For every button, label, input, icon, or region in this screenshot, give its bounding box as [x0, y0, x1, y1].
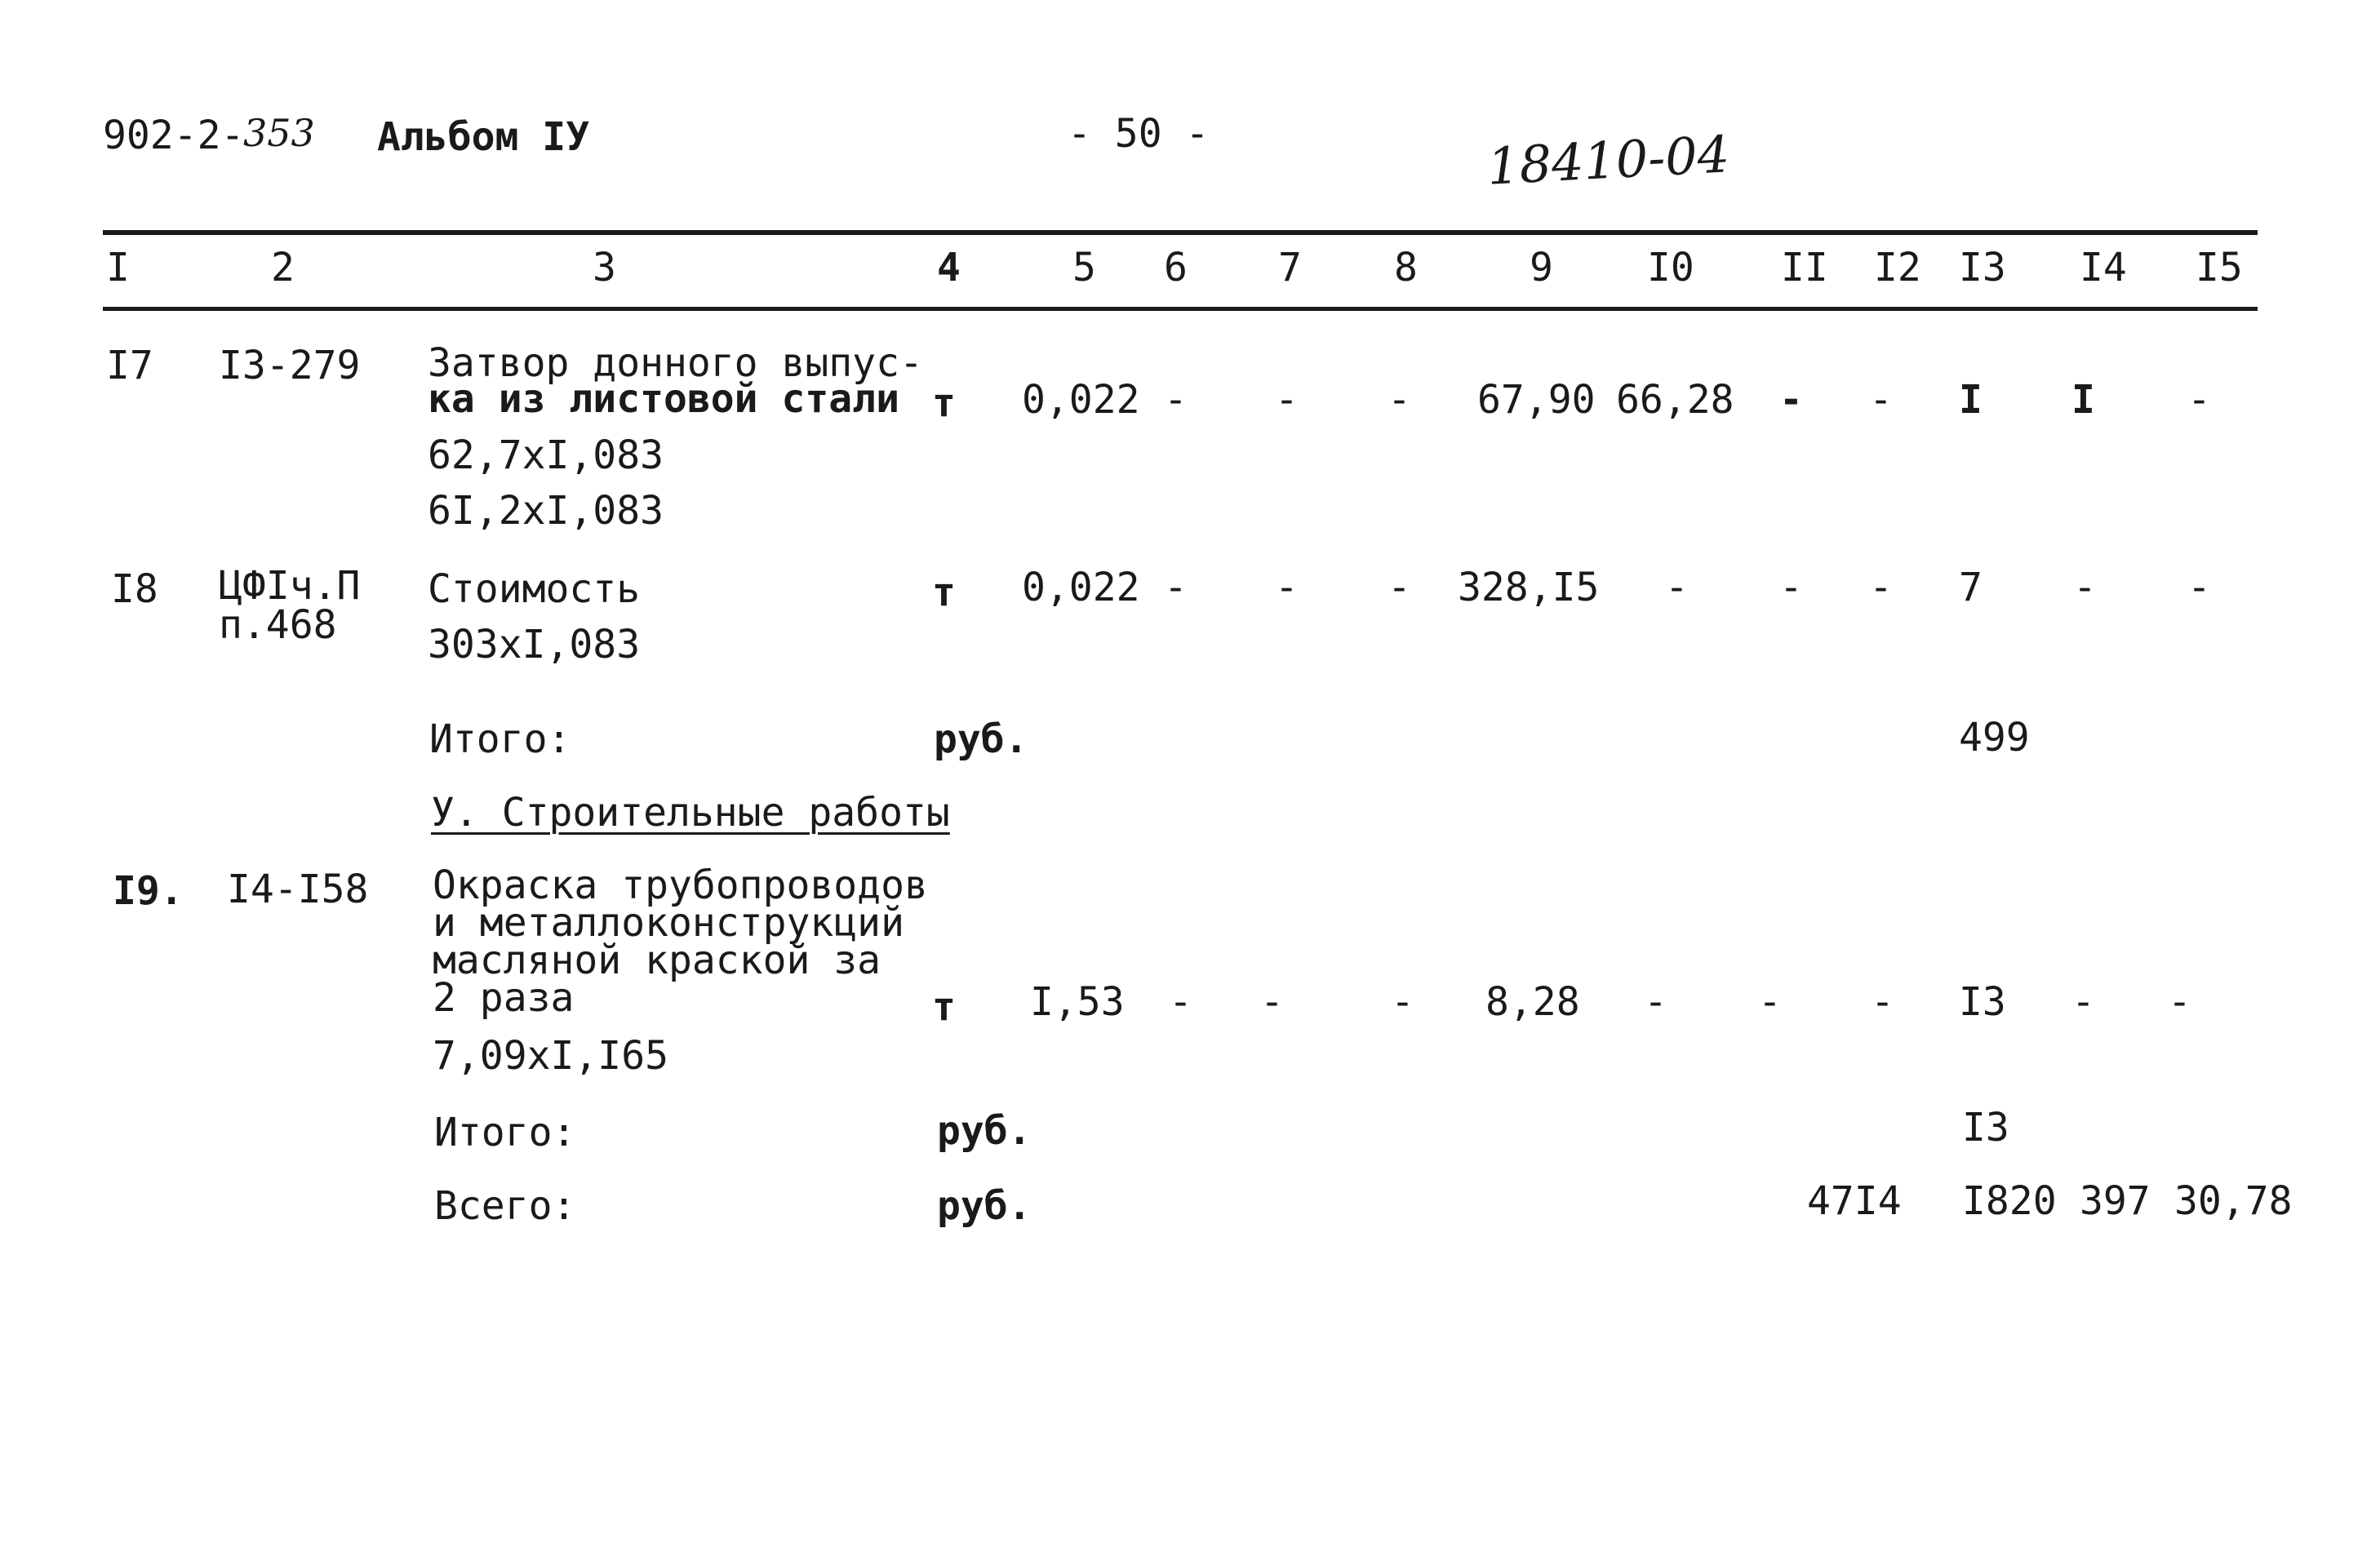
col-header-4: 4 [937, 245, 961, 290]
col-header-2: 2 [271, 245, 295, 290]
row-19-col14: - [2071, 979, 2095, 1025]
col-header-11: II [1781, 245, 1828, 290]
row-18-col7: - [1275, 565, 1299, 610]
table-top-rule [103, 230, 2258, 235]
page-number: - 50 - [1068, 111, 1210, 157]
subtotal-2-col13: I3 [1962, 1105, 2009, 1151]
row-18-col9: 328,I5 [1458, 565, 1600, 610]
grand-total-label: Всего: [434, 1183, 576, 1229]
row-18-col14: - [2073, 565, 2097, 610]
doc-prefix: 902-2- [103, 113, 245, 158]
row-18-unit: т [932, 570, 956, 615]
row-19-col6: - [1169, 979, 1192, 1025]
album-label: Альбом IУ [377, 114, 590, 160]
row-19-col13: I3 [1959, 979, 2006, 1025]
row-18-desc-line-1: Стоимость [428, 566, 641, 612]
row-18-col11: - [1779, 565, 1803, 610]
col-header-5: 5 [1072, 245, 1096, 290]
row-17-unit: т [932, 380, 956, 426]
row-17-calc-1: 62,7xI,083 [428, 432, 664, 478]
row-19-col7: - [1260, 979, 1284, 1025]
handwritten-code: 18410-04 [1485, 124, 1731, 197]
col-header-14: I4 [2080, 245, 2127, 290]
row-18-number: I8 [111, 566, 158, 612]
section-heading: У. Строительные работы [431, 790, 950, 836]
row-17-col7: - [1275, 377, 1299, 423]
col-header-8: 8 [1394, 245, 1418, 290]
row-17-col13: I [1959, 377, 1983, 423]
col-header-7: 7 [1278, 245, 1302, 290]
col-header-6: 6 [1164, 245, 1188, 290]
subtotal-1-unit: руб. [934, 716, 1028, 762]
grand-total-unit: руб. [937, 1183, 1032, 1229]
table-header-rule [103, 307, 2258, 311]
subtotal-1-col13: 499 [1959, 715, 2030, 760]
row-19-col9: 8,28 [1485, 979, 1580, 1025]
row-18-col6: - [1164, 565, 1188, 610]
row-19-col11: - [1758, 979, 1782, 1025]
grand-total-col13: I820 [1962, 1178, 2057, 1224]
col-header-13: I3 [1959, 245, 2006, 290]
row-19-desc-line-4: 2 раза [433, 975, 575, 1021]
col-header-15: I5 [2196, 245, 2243, 290]
row-17-col6: - [1164, 377, 1188, 423]
row-18-code-line-2: п.468 [219, 602, 337, 648]
row-17-col15: - [2187, 377, 2211, 423]
subtotal-2-label: Итого: [434, 1110, 576, 1155]
row-19-col15: - [2168, 979, 2191, 1025]
row-19-unit: т [932, 984, 956, 1030]
row-17-code: I3-279 [219, 343, 361, 388]
col-header-1: I [106, 245, 130, 290]
col-header-9: 9 [1530, 245, 1553, 290]
grand-total-col14: 397 [2080, 1178, 2151, 1224]
row-17-col10: 66,28 [1616, 377, 1734, 423]
row-18-qty: 0,022 [1022, 565, 1140, 610]
row-17-col8: - [1388, 377, 1411, 423]
grand-total-col15: 30,78 [2174, 1178, 2293, 1224]
row-17-col11: - [1779, 377, 1803, 423]
row-18-col10: - [1665, 565, 1689, 610]
row-19-calc-1: 7,09xI,I65 [433, 1033, 668, 1079]
row-18-col13: 7 [1959, 565, 1983, 610]
grand-total-col12: 47I4 [1807, 1178, 1902, 1224]
row-19-number: I9. [113, 868, 184, 914]
row-17-desc-line-1: Затвор донного выпус- [428, 340, 923, 386]
row-17-col14: I [2071, 377, 2095, 423]
row-17-desc-line-2: ка из листовой стали [428, 376, 899, 422]
row-18-code-line-1: ЦФIч.П [219, 563, 361, 609]
row-18-col12: - [1869, 565, 1893, 610]
row-18-col15: - [2187, 565, 2211, 610]
row-18-calc-1: 303xI,083 [428, 622, 641, 667]
row-17-calc-2: 6I,2xI,083 [428, 488, 664, 534]
row-19-desc-line-1: Окраска трубопроводов [433, 862, 928, 908]
col-header-10: I0 [1647, 245, 1694, 290]
row-18-col8: - [1388, 565, 1411, 610]
row-19-col8: - [1391, 979, 1414, 1025]
row-17-col12: - [1869, 377, 1893, 423]
row-17-number: I7 [106, 343, 153, 388]
subtotal-2-unit: руб. [937, 1108, 1032, 1154]
row-19-code: I4-I58 [227, 867, 369, 912]
row-19-desc-line-3: масляной краской за [433, 938, 881, 983]
col-header-12: I2 [1874, 245, 1921, 290]
row-17-qty: 0,022 [1022, 377, 1140, 423]
doc-number-handwritten: 353 [243, 111, 315, 155]
row-19-qty: I,53 [1030, 979, 1125, 1025]
row-19-col12: - [1871, 979, 1894, 1025]
col-header-3: 3 [593, 245, 616, 290]
row-19-desc-line-2: и металлоконструкций [433, 900, 904, 946]
row-19-col10: - [1644, 979, 1667, 1025]
row-17-col9: 67,90 [1477, 377, 1596, 423]
subtotal-1-label: Итого: [429, 716, 571, 762]
